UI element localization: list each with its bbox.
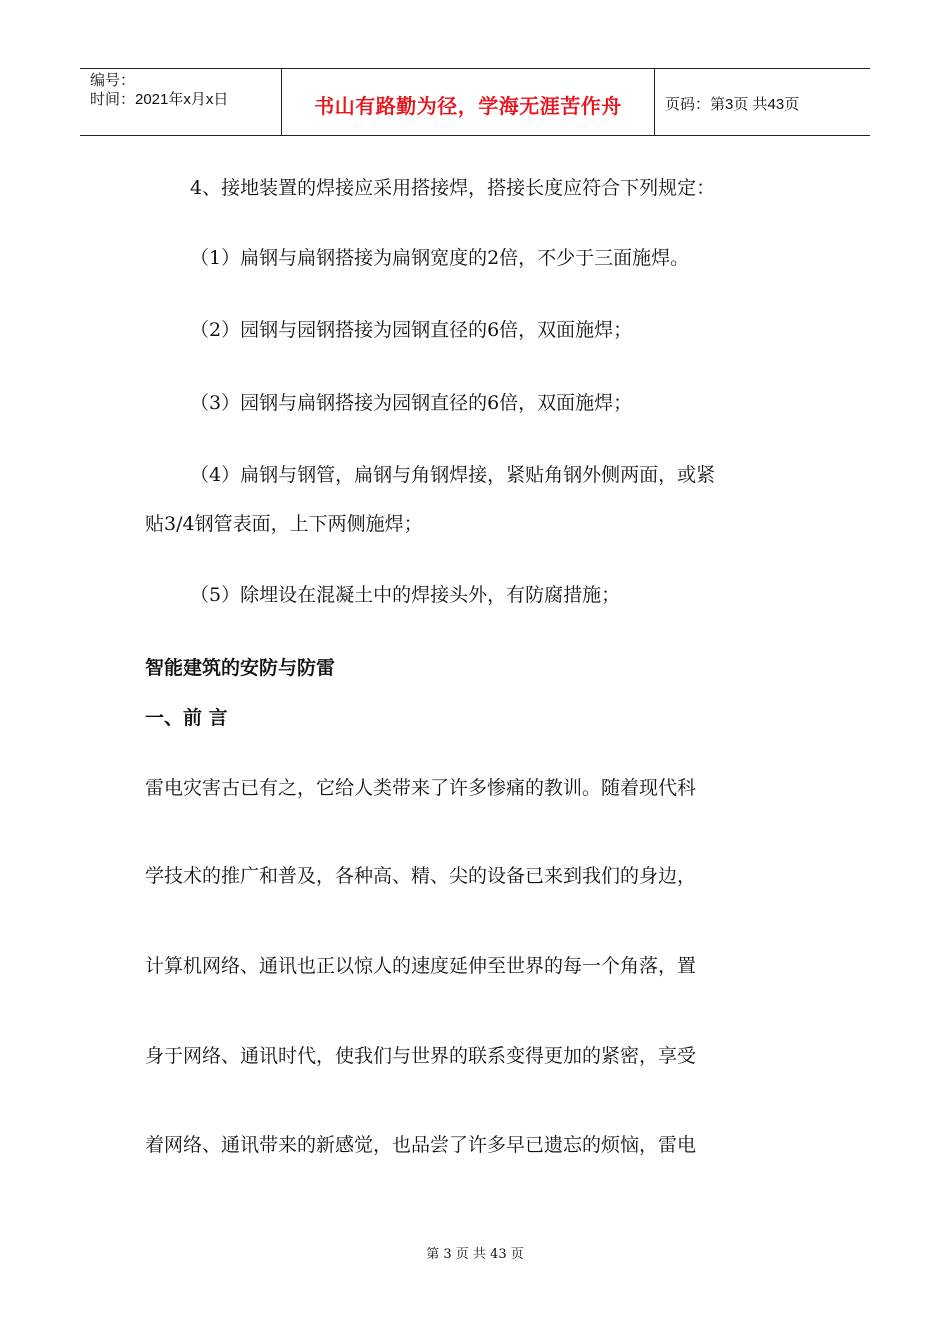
sub-item-4-line-2: 贴3/4钢管表面，上下两侧施焊； <box>145 513 423 535</box>
document-date: 时间：2021年x月x日 <box>90 91 229 108</box>
page-footer: 第 3 页 共 43 页 <box>426 1247 524 1262</box>
item-4: 4、接地装置的焊接应采用搭接焊，搭接长度应符合下列规定： <box>190 177 716 199</box>
document-number-label: 编号： <box>90 72 136 89</box>
section-heading: 一、前 言 <box>145 707 228 729</box>
sub-item-2: （2）园钢与园钢搭接为园钢直径的6倍，双面施焊； <box>190 319 633 341</box>
intro-line-2: 学技术的推广和普及，各种高、精、尖的设备已来到我们的身边， <box>145 865 697 887</box>
intro-line-1: 雷电灾害古已有之，它给人类带来了许多惨痛的教训。随着现代科 <box>145 777 697 799</box>
header-meta <box>80 69 282 135</box>
page-header <box>80 68 870 136</box>
sub-item-4-line-1: （4）扁钢与钢管，扁钢与角钢焊接，紧贴角钢外侧两面，或紧 <box>190 464 716 486</box>
intro-line-5: 着网络、通讯带来的新感觉，也品尝了许多早已遗忘的烦恼，雷电 <box>145 1134 697 1156</box>
sub-item-5: （5）除埋设在混凝土中的焊接头外，有防腐措施； <box>190 584 621 606</box>
sub-item-3: （3）园钢与扁钢搭接为园钢直径的6倍，双面施焊； <box>190 392 633 414</box>
sub-item-1: （1）扁钢与扁钢搭接为扁钢宽度的2倍，不少于三面施焊。 <box>190 247 690 269</box>
header-motto: 书山有路勤为径，学海无涯苦作舟 <box>282 69 655 135</box>
intro-line-3: 计算机网络、通讯也正以惊人的速度延伸至世界的每一个角落，置 <box>145 955 697 977</box>
section-title: 智能建筑的安防与防雷 <box>145 657 336 679</box>
intro-line-4: 身于网络、通讯时代，使我们与世界的联系变得更加的紧密，享受 <box>145 1045 697 1067</box>
header-page-info: 页码：第3页 共43页 <box>665 95 800 113</box>
